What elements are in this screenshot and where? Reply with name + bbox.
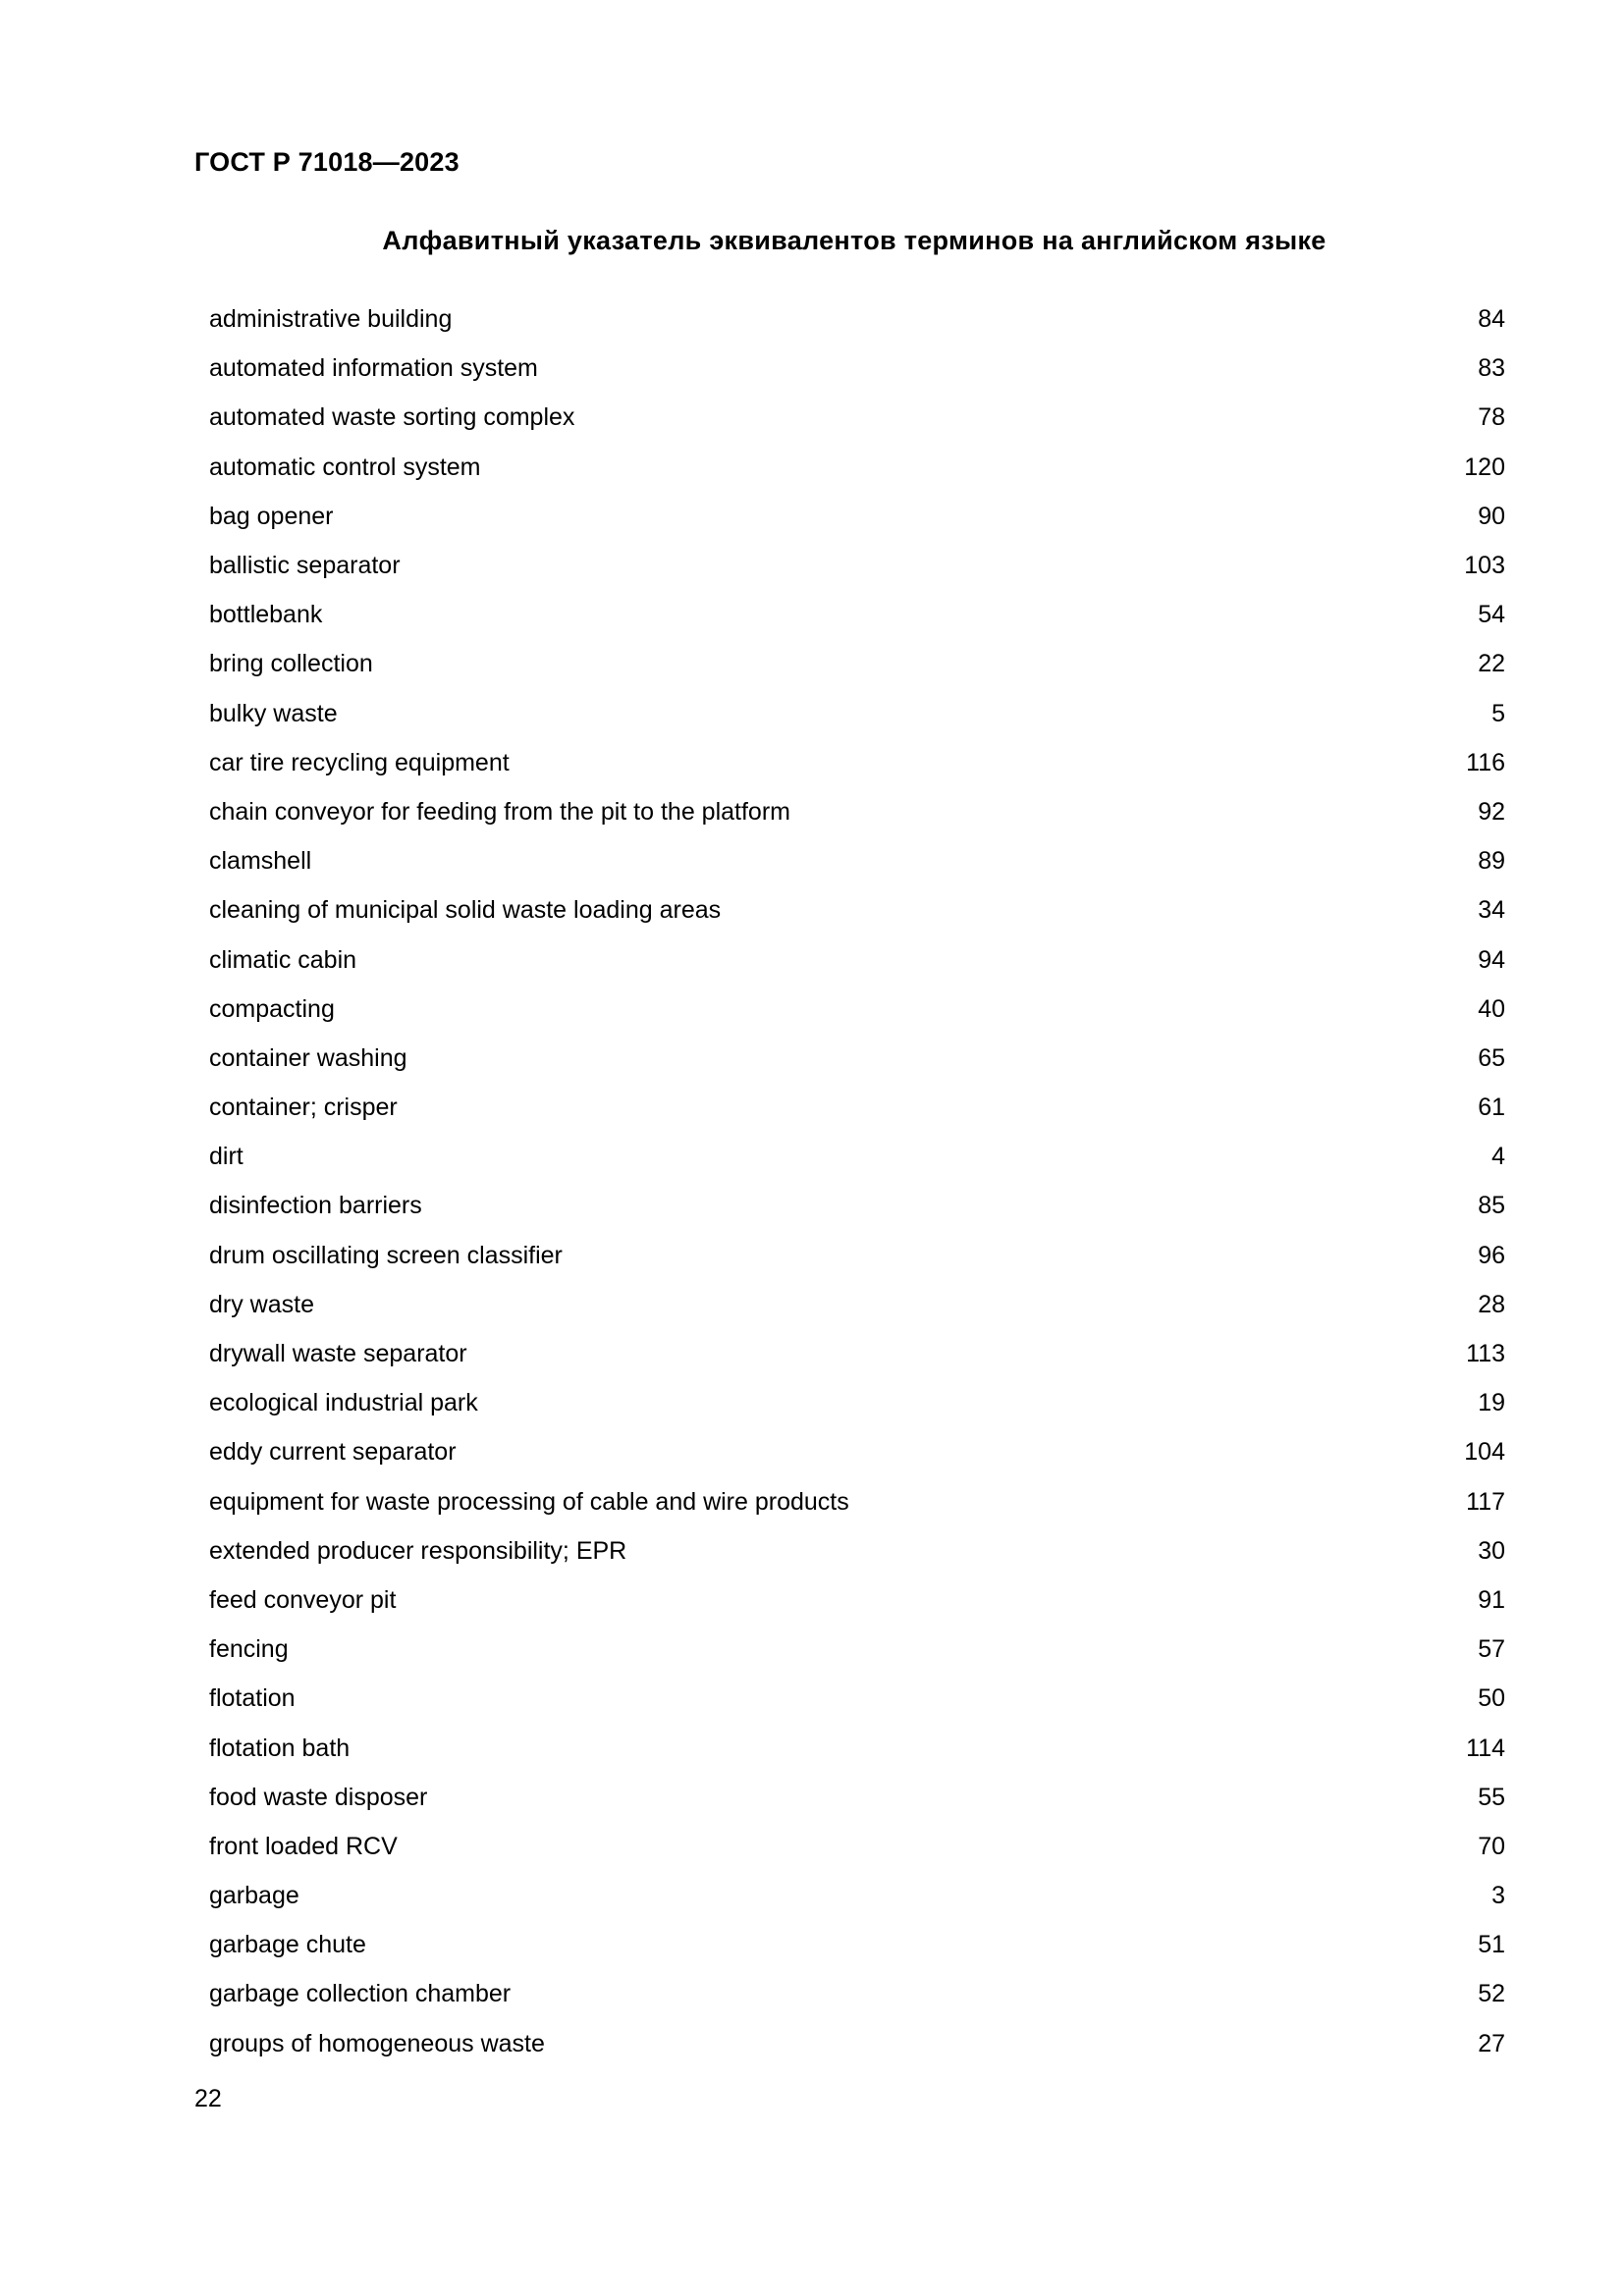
entry-number: 30 xyxy=(1478,1536,1505,1565)
entry-term: dry waste xyxy=(209,1290,314,1318)
entry-number: 34 xyxy=(1478,896,1505,925)
index-entry xyxy=(209,443,1505,492)
entry-term: chain conveyor for feeding from the pit to the platform xyxy=(209,797,790,826)
index-entry xyxy=(209,1378,1505,1427)
index-entry-list xyxy=(209,294,1505,2068)
entry-number: 114 xyxy=(1466,1734,1505,1762)
index-entry xyxy=(209,1575,1505,1625)
index-entry xyxy=(209,1526,1505,1575)
entry-term: dirt xyxy=(209,1143,244,1171)
index-entry xyxy=(209,1477,1505,1526)
index-entry xyxy=(209,985,1505,1034)
entry-number: 65 xyxy=(1478,1043,1505,1072)
entry-number: 27 xyxy=(1478,2029,1505,2057)
index-entry xyxy=(209,1083,1505,1132)
entry-term: garbage collection chamber xyxy=(209,1980,512,2008)
index-entry xyxy=(209,1034,1505,1083)
entry-term: ballistic separator xyxy=(209,552,401,580)
entry-term: cleaning of municipal solid waste loading areas xyxy=(209,896,722,925)
entry-number: 113 xyxy=(1466,1340,1505,1368)
entry-number: 94 xyxy=(1478,945,1505,974)
index-entry xyxy=(209,787,1505,836)
index-entry xyxy=(209,1329,1505,1378)
page-number: 22 xyxy=(194,2085,222,2112)
entry-number: 5 xyxy=(1491,699,1505,727)
entry-number: 104 xyxy=(1464,1438,1505,1467)
entry-number: 84 xyxy=(1478,305,1505,334)
entry-term: drum oscillating screen classifier xyxy=(209,1241,563,1269)
entry-term: ecological industrial park xyxy=(209,1389,478,1417)
index-entry xyxy=(209,393,1505,442)
entry-term: bulky waste xyxy=(209,699,338,727)
entry-term: extended producer responsibility; EPR xyxy=(209,1536,627,1565)
entry-term: automated information system xyxy=(209,354,538,383)
index-entry xyxy=(209,1181,1505,1230)
index-entry xyxy=(209,590,1505,639)
entry-number: 103 xyxy=(1464,552,1505,580)
index-entry xyxy=(209,1822,1505,1871)
entry-number: 90 xyxy=(1478,502,1505,530)
entry-number: 22 xyxy=(1478,650,1505,678)
index-entry xyxy=(209,541,1505,590)
entry-term: garbage chute xyxy=(209,1931,366,1959)
entry-term: bring collection xyxy=(209,650,373,678)
entry-term: compacting xyxy=(209,994,335,1023)
entry-number: 83 xyxy=(1478,354,1505,383)
index-entry xyxy=(209,344,1505,393)
index-entry xyxy=(209,885,1505,934)
index-entry xyxy=(209,492,1505,541)
entry-number: 55 xyxy=(1478,1783,1505,1811)
entry-term: eddy current separator xyxy=(209,1438,457,1467)
entry-term: flotation bath xyxy=(209,1734,351,1762)
entry-term: equipment for waste processing of cable and wire products xyxy=(209,1487,849,1516)
entry-term: container washing xyxy=(209,1043,407,1072)
index-entry xyxy=(209,294,1505,344)
entry-term: disinfection barriers xyxy=(209,1192,422,1220)
entry-number: 40 xyxy=(1478,994,1505,1023)
entry-number: 3 xyxy=(1491,1882,1505,1910)
entry-number: 96 xyxy=(1478,1241,1505,1269)
entry-term: feed conveyor pit xyxy=(209,1585,397,1614)
entry-number: 61 xyxy=(1478,1094,1505,1122)
index-entry xyxy=(209,689,1505,738)
index-entry xyxy=(209,1920,1505,1969)
entry-number: 54 xyxy=(1478,601,1505,629)
entry-number: 70 xyxy=(1478,1832,1505,1860)
entry-number: 28 xyxy=(1478,1290,1505,1318)
entry-number: 120 xyxy=(1464,453,1505,481)
entry-term: container; crisper xyxy=(209,1094,398,1122)
index-entry xyxy=(209,934,1505,984)
index-entry xyxy=(209,1427,1505,1476)
entry-term: fencing xyxy=(209,1635,289,1664)
entry-term: groups of homogeneous waste xyxy=(209,2029,545,2057)
entry-term: bag opener xyxy=(209,502,334,530)
index-entry xyxy=(209,1674,1505,1723)
entry-term: garbage xyxy=(209,1882,299,1910)
index-entry xyxy=(209,1280,1505,1329)
entry-term: drywall waste separator xyxy=(209,1340,467,1368)
entry-number: 92 xyxy=(1478,797,1505,826)
document-header: ГОСТ Р 71018—2023 xyxy=(194,147,460,177)
index-entry xyxy=(209,639,1505,688)
entry-term: clamshell xyxy=(209,847,312,876)
index-entry xyxy=(209,1231,1505,1280)
entry-term: car tire recycling equipment xyxy=(209,748,510,776)
entry-number: 52 xyxy=(1478,1980,1505,2008)
index-entry xyxy=(209,2019,1505,2068)
index-entry xyxy=(209,1132,1505,1181)
index-title: Алфавитный указатель эквивалентов терминов на английском языке xyxy=(382,226,1326,255)
index-entry xyxy=(209,1969,1505,2018)
entry-term: administrative building xyxy=(209,305,453,334)
entry-term: climatic cabin xyxy=(209,945,357,974)
entry-term: automated waste sorting complex xyxy=(209,403,575,432)
entry-term: front loaded RCV xyxy=(209,1832,398,1860)
entry-term: food waste disposer xyxy=(209,1783,428,1811)
entry-number: 89 xyxy=(1478,847,1505,876)
entry-number: 19 xyxy=(1478,1389,1505,1417)
index-entry xyxy=(209,1625,1505,1674)
entry-number: 51 xyxy=(1478,1931,1505,1959)
entry-number: 50 xyxy=(1478,1684,1505,1713)
index-entry xyxy=(209,1871,1505,1920)
index-entry xyxy=(209,738,1505,787)
entry-number: 91 xyxy=(1478,1585,1505,1614)
entry-number: 116 xyxy=(1466,748,1505,776)
entry-number: 85 xyxy=(1478,1192,1505,1220)
entry-term: automatic control system xyxy=(209,453,481,481)
entry-term: bottlebank xyxy=(209,601,323,629)
index-entry xyxy=(209,1723,1505,1772)
index-entry xyxy=(209,836,1505,885)
entry-number: 78 xyxy=(1478,403,1505,432)
entry-number: 117 xyxy=(1466,1487,1505,1516)
entry-number: 4 xyxy=(1491,1143,1505,1171)
entry-term: flotation xyxy=(209,1684,296,1713)
index-entry xyxy=(209,1773,1505,1822)
entry-number: 57 xyxy=(1478,1635,1505,1664)
